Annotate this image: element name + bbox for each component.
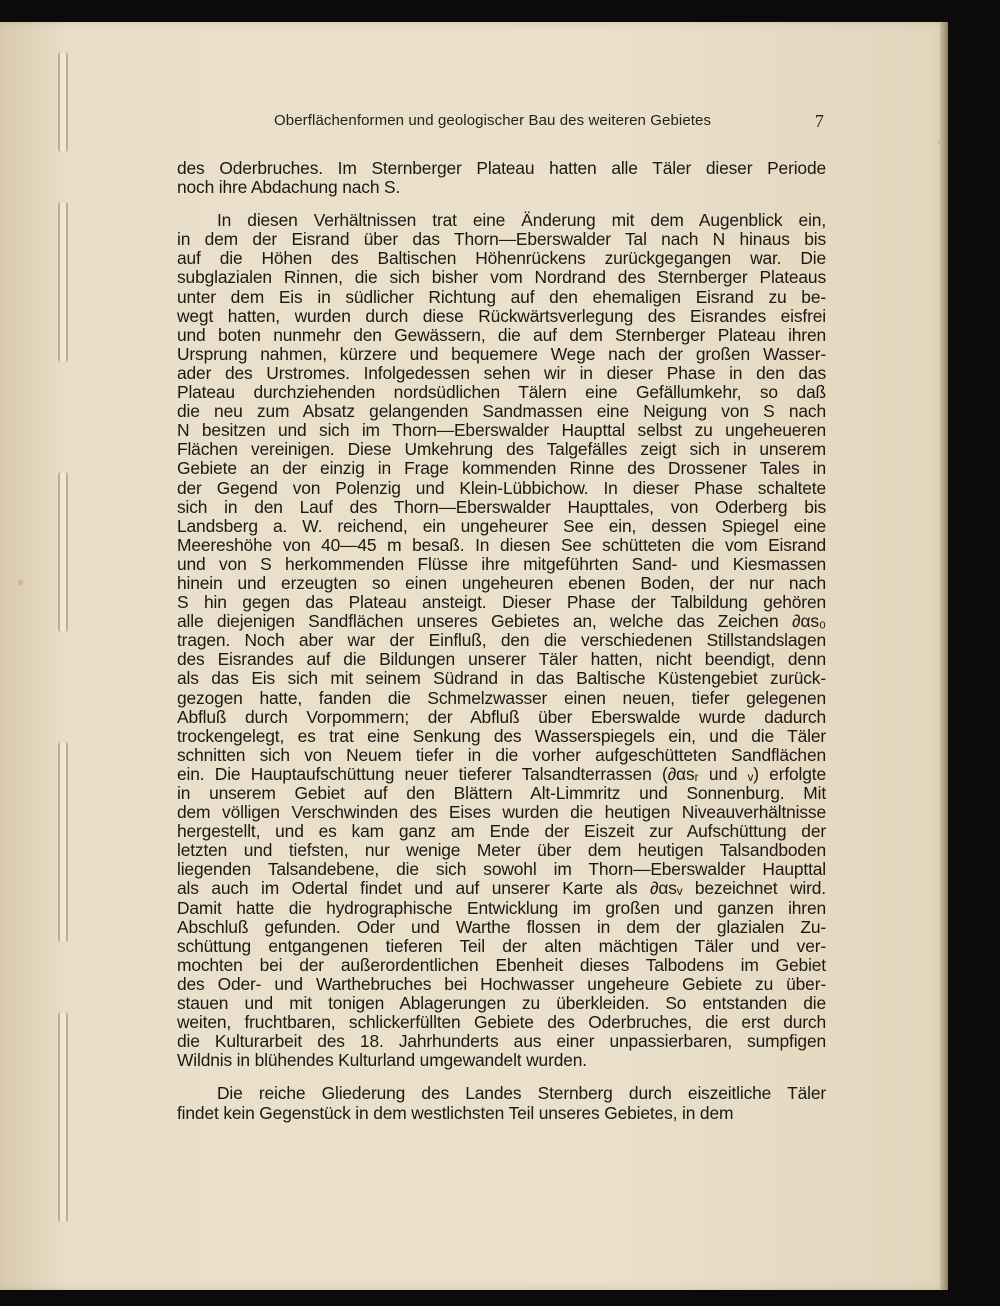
text-line: subglazialen Rinnen, die sich bisher vom Nordrand des Sternberger Plateaus [177, 267, 826, 288]
text-line: und von S herkommenden Flüsse ihre mitgeführten Sand- und Kiesmassen [177, 553, 826, 574]
paragraph [177, 1084, 826, 1122]
text-line: des Oder- und Warthebruches bei Hochwasser ungeheure Gebiete zu über- [177, 973, 826, 994]
text-line: Plateau durchziehenden nordsüdlichen Tälern eine Gefällumkehr, so daß [177, 382, 826, 403]
text-line: die Kulturarbeit des 18. Jahrhunderts aus einer unpassierbaren, sumpfigen [177, 1031, 826, 1052]
text-line: Damit hatte die hydrographische Entwicklung im großen und ganzen ihren [177, 897, 826, 918]
text-line: Abschluß gefunden. Oder und Warthe flossen in dem der glazialen Zu- [177, 916, 826, 937]
paper-speck [938, 140, 942, 144]
text-line: als das Eis sich mit seinem Südrand in das Baltische Küstengebiet zurück- [177, 668, 826, 689]
binding-stitch [58, 202, 68, 362]
text-line: N besitzen und sich im Thorn—Eberswalder Haupttal selbst zu ungeheueren [177, 420, 826, 441]
text-line: Gebiete an der einzig in Frage kommenden Rinne des Drossener Tales in [177, 458, 826, 479]
page-edge [940, 22, 948, 1290]
text-line: tragen. Noch aber war der Einfluß, den die verschiedenen Stillstandslagen [177, 630, 826, 651]
text-line: letzten und tiefsten, nur wenige Meter über dem heutigen Talsandboden [177, 840, 826, 861]
text-line: Landsberg a. W. reichend, ein ungeheurer See ein, dessen Spiegel eine [177, 515, 826, 536]
text-line: dem völligen Verschwinden des Eises wurden die heutigen Niveauverhältnisse [177, 802, 826, 823]
text-line: sich in den Lauf des Thorn—Eberswalder Haupttales, von Oderberg bis [177, 496, 826, 517]
text-line: stauen und mit tonigen Ablagerungen zu überkleiden. So entstanden die [177, 993, 826, 1014]
text-line: noch ihre Abdachung nach S. [177, 177, 401, 198]
text-line: unter dem Eis in südlicher Richtung auf den ehemaligen Eisrand zu be- [177, 286, 826, 307]
text-line: als auch im Odertal findet und auf unserer Karte als ∂αsᵥ bezeichnet wird. [177, 878, 826, 899]
body-text [177, 159, 826, 1123]
text-line: Meereshöhe von 40—45 m besaß. In diesen See schütteten die vom Eisrand [177, 534, 826, 555]
paragraph [177, 159, 826, 197]
text-line: Wildnis in blühendes Kulturland umgewandelt wurden. [177, 1050, 587, 1071]
text-line: findet kein Gegenstück in dem westlichsten Teil unseres Gebietes, in dem [177, 1102, 734, 1123]
text-line: S hin gegen das Plateau ansteigt. Dieser Phase der Talbildung gehören [177, 592, 826, 613]
text-line: Abfluß durch Vorpommern; der Abfluß über Eberswalde wurde dadurch [177, 706, 826, 727]
text-line: gezogen hatte, fanden die Schmelzwasser einen neuen, tiefer gelegenen [177, 687, 826, 708]
page-number: 7 [814, 111, 824, 131]
text-line: ein. Die Hauptaufschüttung neuer tieferer Talsandterrassen (∂αsᵣ und ᵥ) erfolgte [177, 763, 826, 784]
paragraph [177, 211, 826, 1070]
binding-stitch [58, 1012, 68, 1222]
text-line: schnitten sich von Neuem tiefer in die vorher aufgeschütteten Sandflächen [177, 744, 826, 765]
text-line: In diesen Verhältnissen trat eine Änderung mit dem Augenblick ein, [217, 210, 826, 231]
text-line: in unserem Gebiet auf den Blättern Alt-Limmritz und Sonnenburg. Mit [177, 783, 826, 803]
binding-stitch [58, 742, 68, 942]
paragraph-gap [177, 1070, 826, 1084]
text-line: Ursprung nahmen, kürzere und bequemere Wege nach der großen Wasser- [177, 343, 826, 364]
paper-speck [18, 580, 23, 585]
text-line: und boten nunmehr den Gewässern, die auf dem Sternberger Plateau ihren [177, 324, 826, 345]
text-line: auf die Höhen des Baltischen Höhenrückens zurückgegangen war. Die [177, 248, 826, 269]
paragraph-gap [177, 197, 826, 211]
text-line: hergestellt, und es kam ganz am Ende der Eiszeit zur Aufschüttung der [177, 821, 826, 842]
text-line: hinein und erzeugten so einen ungeheuren ebenen Boden, der nur nach [177, 572, 826, 593]
text-line: trockengelegt, es trat eine Senkung des Wasserspiegels ein, und die Täler [177, 725, 826, 746]
text-line: liegenden Talsandebene, die sich sowohl im Thorn—Eberswalder Haupttal [177, 859, 826, 880]
text-line: des Eisrandes auf die Bildungen unserer Täler hatten, nicht beendigt, denn [177, 649, 826, 670]
text-line: Die reiche Gliederung des Landes Sternberg durch eiszeitliche Täler [217, 1083, 826, 1104]
binding-gutter [0, 22, 70, 1290]
text-line: weiten, fruchtbaren, schlickerfüllten Gebiete des Oderbruches, die erst durch [177, 1012, 826, 1033]
text-line: mochten bei der außerordentlichen Ebenheit dieses Talbodens im Gebiet [177, 954, 826, 975]
binding-stitch [58, 52, 68, 152]
text-line: Flächen vereinigen. Diese Umkehrung des Talgefälles zeigt sich in unserem [177, 439, 826, 460]
text-line: der Gegend von Polenzig und Klein-Lübbichow. In dieser Phase schaltete [177, 477, 826, 498]
text-line: in dem der Eisrand über das Thorn—Eberswalder Tal nach N hinaus bis [177, 229, 826, 250]
text-line: schüttung entgangenen tieferen Teil der alten mächtigen Täler und ver- [177, 935, 826, 956]
text-line: ader des Urstromes. Infolgedessen sehen wir in dieser Phase in den das [177, 362, 826, 383]
text-line: des Oderbruches. Im Sternberger Plateau hatten alle Täler dieser Periode [177, 158, 826, 178]
text-line: wegt hatten, wurden durch diese Rückwärtsverlegung des Eisrandes eisfrei [177, 305, 826, 326]
text-line: alle diejenigen Sandflächen unseres Gebietes an, welche das Zeichen ∂αs₀ [177, 611, 826, 632]
binding-stitch [58, 472, 68, 632]
text-line: die neu zum Absatz gelangenden Sandmassen eine Neigung von S nach [177, 401, 826, 422]
running-head-title: Oberflächenformen und geologischer Bau des weiteren Gebietes [274, 112, 712, 129]
